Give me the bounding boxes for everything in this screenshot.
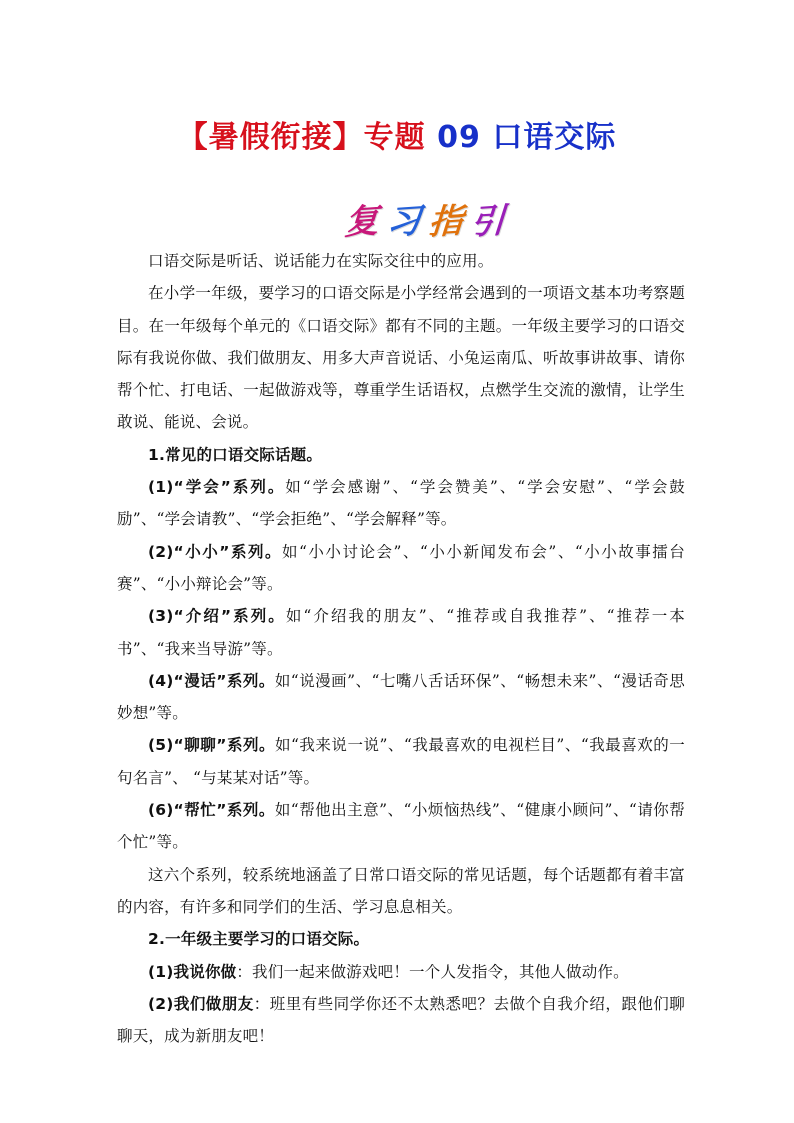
review-guide-banner xyxy=(345,194,505,242)
topic-item-1 xyxy=(117,956,685,988)
banner-char-2: 习 xyxy=(385,200,423,243)
title-blue-part: 09 口语交际 xyxy=(437,120,617,155)
intro-paragraph-2: 在小学一年级，要学习的口语交际是小学经常会遇到的一项语文基本功考察题目。在一年级每个单元的《口语交际》都有不同的主题。一年级主要学习的口语交际有我说你做、我们做朋友、用多大声音说话、小兔运南瓜、听故事讲故事、请你帮个忙、打电话、一起做游戏等，尊重学生话语权，点燃学生交流的激情，让学生敢说、能说、会说。 xyxy=(117,284,685,432)
series-item-3 xyxy=(117,600,685,665)
series-item-4 xyxy=(117,665,685,730)
topic-text: ：我们一起来做游戏吧！一个人发指令，其他人做动作。 xyxy=(236,962,629,981)
series-label: (6)“帮忙”系列。 xyxy=(148,801,275,820)
series-text: 如“帮他出主意”、“小烦恼热线”、“健康小顾问”、“请你帮个忙”等。 xyxy=(117,801,685,852)
banner-char-1: 复 xyxy=(343,200,381,243)
title-red-part: 【暑假衔接】专题 xyxy=(177,120,426,155)
series-item-1 xyxy=(117,471,685,536)
series-text: 如“说漫画”、“七嘴八舌话环保”、“畅想未来”、“漫话奇思妙想”等。 xyxy=(117,671,685,723)
topic-text: ：班里有些同学你还不太熟悉吧？去做个自我介绍，跟他们聊聊天，成为新朋友吧！ xyxy=(117,994,685,1046)
series-label: (1)“学会”系列。 xyxy=(148,478,286,497)
series-text: 如“介绍我的朋友”、“推荐或自我推荐”、“推荐一本书”、“我来当导游”等。 xyxy=(117,607,686,658)
section-1-heading-text: 1.常见的口语交际话题。 xyxy=(148,445,323,464)
series-item-5 xyxy=(117,729,685,794)
topic-item-2 xyxy=(117,988,685,1053)
page-title xyxy=(0,112,794,156)
series-label: (4)“漫话”系列。 xyxy=(148,671,275,690)
series-text: 如“小小讨论会”、“小小新闻发布会”、“小小故事擂台赛”、“小小辩论会”等。 xyxy=(117,542,685,593)
topic-label: (2)我们做朋友 xyxy=(148,994,254,1013)
series-item-2 xyxy=(117,536,685,601)
banner-char-4: 引 xyxy=(469,200,507,243)
series-text: 如“我来说一说”、“我最喜欢的电视栏目”、“我最喜欢的一句名言”、 “与某某对话”等。 xyxy=(117,736,685,787)
summary-paragraph: 这六个系列，较系统地涵盖了日常口语交际的常见话题，每个话题都有着丰富的内容，有许多和同学们的生活、学习息息相关。 xyxy=(117,865,685,916)
series-label: (5)“聊聊”系列。 xyxy=(148,736,275,755)
series-label: (3)“介绍”系列。 xyxy=(148,607,286,626)
section-2-heading-text: 2.一年级主要学习的口语交际。 xyxy=(148,930,370,949)
banner-char-3: 指 xyxy=(427,200,465,243)
section-1-heading xyxy=(117,439,685,471)
series-label: (2)“小小”系列。 xyxy=(148,542,282,561)
intro-paragraph-1: 口语交际是听话、说话能力在实际交往中的应用。 xyxy=(148,252,494,270)
series-item-6 xyxy=(117,794,685,859)
series-text: 如“学会感谢”、“学会赞美”、“学会安慰”、“学会鼓励”、“学会请教”、“学会拒绝”、“学会解释”等。 xyxy=(117,478,685,529)
section-2-heading xyxy=(117,923,685,955)
topic-label: (1)我说你做 xyxy=(148,962,237,981)
body-text xyxy=(117,245,685,1052)
